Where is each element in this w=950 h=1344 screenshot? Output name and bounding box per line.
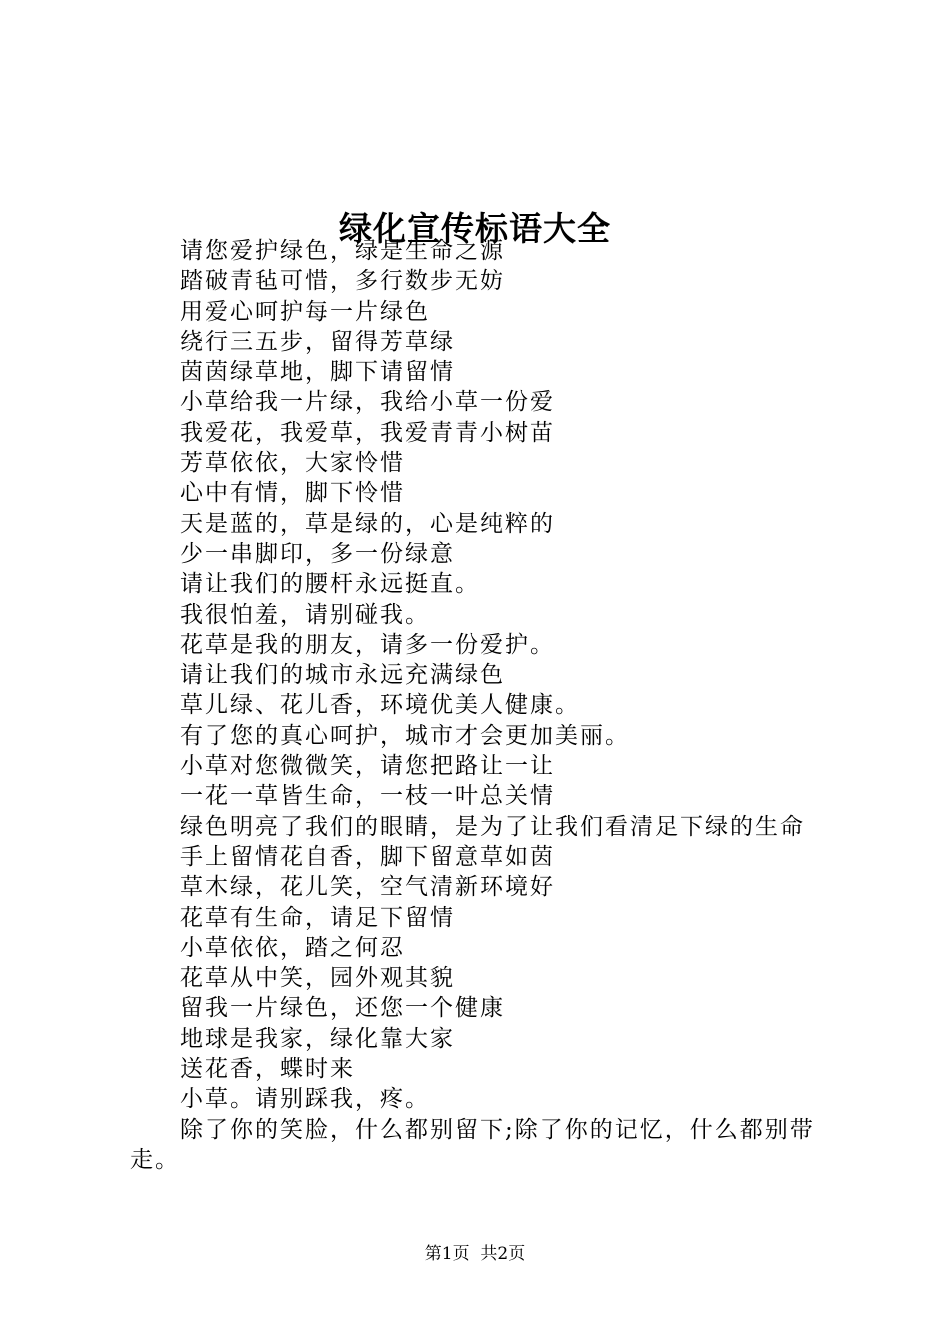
slogan-line: 我很怕羞，请别碰我。	[180, 601, 430, 628]
slogan-line: 地球是我家，绿化靠大家	[180, 1025, 455, 1052]
slogan-line: 请您爱护绿色，绿是生命之源	[180, 238, 505, 264]
slogan-line: 小草给我一片绿，我给小草一份爱	[180, 389, 555, 416]
slogan-line: 少一串脚印，多一份绿意	[180, 540, 455, 567]
footer-separator	[470, 1244, 481, 1264]
page-title: 绿化宣传标语大全	[339, 209, 611, 249]
slogan-line: 花草从中笑，园外观其貌	[180, 965, 455, 992]
slogan-line: 留我一片绿色，还您一个健康	[180, 995, 505, 1022]
slogan-line: 小草依依，踏之何忍	[180, 934, 405, 961]
slogan-line: 踏破青毡可惜，多行数步无妨	[180, 268, 505, 295]
slogan-line: 花草是我的朋友，请多一份爱护。	[180, 631, 555, 658]
slogan-line: 心中有情，脚下怜惜	[180, 480, 405, 507]
slogan-line: 天是蓝的，草是绿的，心是纯粹的	[180, 510, 555, 537]
slogan-line: 花草有生命，请足下留情	[180, 904, 455, 931]
slogan-line: 手上留情花自香，脚下留意草如茵	[180, 843, 555, 870]
slogan-line: 请让我们的腰杆永远挺直。	[180, 571, 480, 598]
slogan-line: 草儿绿、花儿香，环境优美人健康。	[180, 692, 580, 719]
slogan-line: 送花香，蝶时来	[180, 1056, 355, 1083]
slogan-line: 绿色明亮了我们的眼睛，是为了让我们看清足下绿的生命	[180, 813, 805, 840]
slogan-line: 小草对您微微笑，请您把路让一让	[180, 753, 555, 780]
slogan-line: 芳草依依，大家怜惜	[180, 450, 405, 477]
slogan-line: 草木绿，花儿笑，空气清新环境好	[180, 874, 555, 901]
page-footer	[0, 1242, 950, 1266]
slogan-line: 请让我们的城市永远充满绿色	[180, 662, 505, 689]
page-total: 共2页	[480, 1244, 526, 1264]
slogan-list	[130, 236, 830, 1175]
page-number: 第1页	[424, 1244, 470, 1264]
slogan-line: 小草。请别踩我，疼。	[180, 1086, 430, 1113]
slogan-line: 我爱花，我爱草，我爱青青小树苗	[180, 419, 555, 446]
slogan-line: 用爱心呵护每一片绿色	[180, 298, 430, 325]
closing-paragraph: 除了你的笑脸，什么都别留下;除了你的记忆，什么都别带走。	[130, 1116, 815, 1173]
slogan-line: 一花一草皆生命，一枝一叶总关情	[180, 783, 555, 810]
slogan-line: 绕行三五步，留得芳草绿	[180, 328, 455, 355]
slogan-line: 茵茵绿草地，脚下请留情	[180, 359, 455, 386]
slogan-line: 有了您的真心呵护，城市才会更加美丽。	[180, 722, 630, 749]
